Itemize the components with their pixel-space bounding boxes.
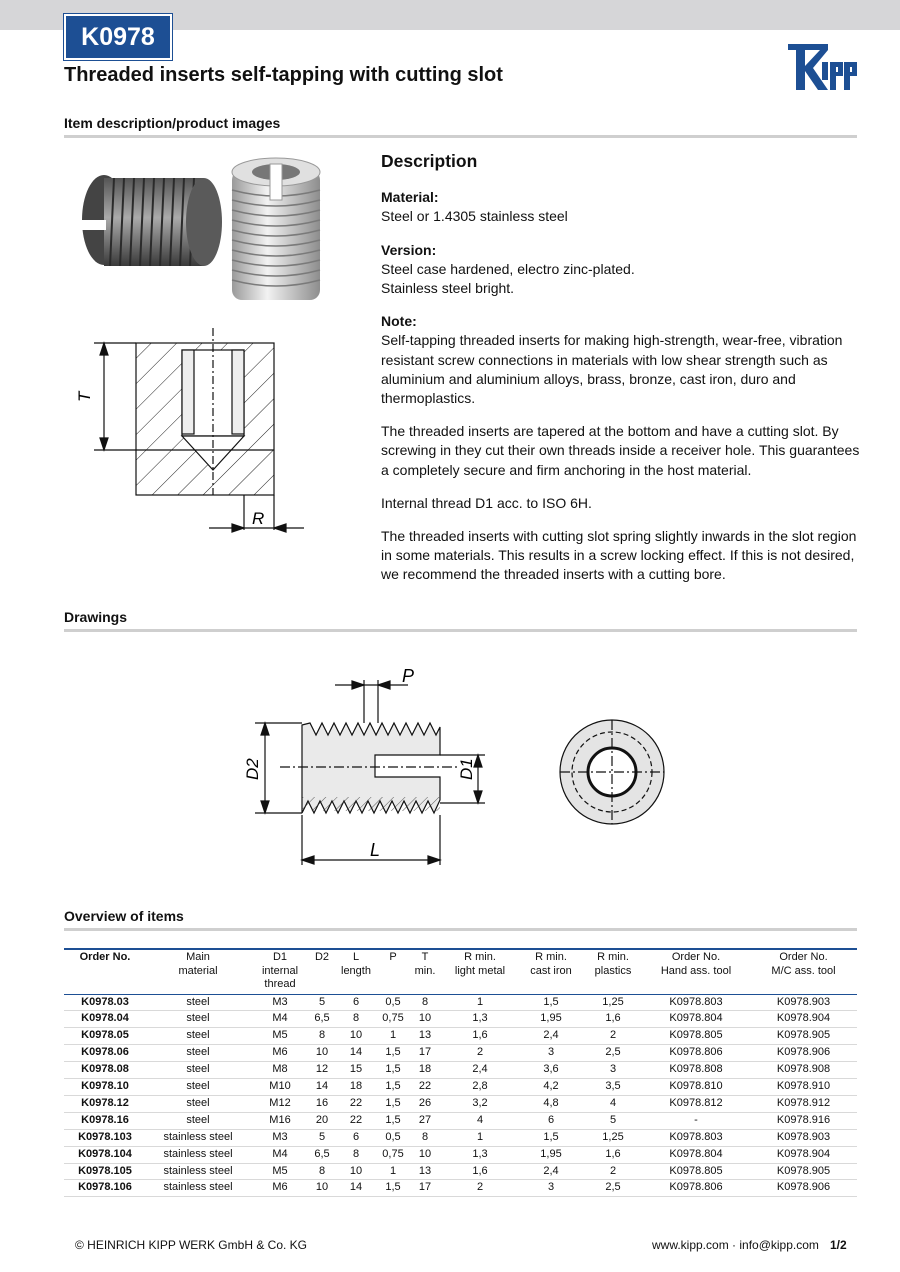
table-cell: stainless steel [146, 1163, 250, 1180]
table-cell: steel [146, 1112, 250, 1129]
table-cell: K0978.804 [642, 1146, 750, 1163]
table-cell: 4,2 [518, 1079, 584, 1096]
table-cell: 1,95 [518, 1146, 584, 1163]
table-cell: 4,8 [518, 1095, 584, 1112]
table-cell: 13 [408, 1163, 442, 1180]
table-cell: 8 [408, 994, 442, 1011]
table-cell: 0,75 [378, 1011, 408, 1028]
table-row [64, 1045, 857, 1062]
logo-text: Kipp [784, 38, 787, 39]
label-T: T [75, 391, 94, 402]
table-cell: 0,5 [378, 1129, 408, 1146]
table-cell: 1,5 [378, 1079, 408, 1096]
table-cell: stainless steel [146, 1146, 250, 1163]
table-cell: 1 [442, 994, 518, 1011]
table-cell: 1,6 [442, 1028, 518, 1045]
table-cell: K0978.805 [642, 1028, 750, 1045]
table-cell: 1,95 [518, 1011, 584, 1028]
table-cell: steel [146, 1028, 250, 1045]
table-cell: - [642, 1112, 750, 1129]
table-cell: 4 [442, 1112, 518, 1129]
table-cell: 3,5 [584, 1079, 642, 1096]
items-table [64, 948, 857, 1197]
description-heading: Description [381, 151, 478, 171]
table-cell: 14 [334, 1045, 378, 1062]
table-cell: K0978.916 [750, 1112, 857, 1129]
table-cell: 1,6 [584, 1146, 642, 1163]
table-cell: K0978.812 [642, 1095, 750, 1112]
label-R: R [252, 509, 265, 528]
table-cell: 8 [334, 1146, 378, 1163]
table-cell: 2 [584, 1163, 642, 1180]
table-cell: steel [146, 1045, 250, 1062]
table-cell: 22 [408, 1079, 442, 1096]
product-code: K0978 [64, 14, 172, 60]
table-cell: M5 [250, 1163, 310, 1180]
table-cell: steel [146, 1011, 250, 1028]
table-cell: M3 [250, 1129, 310, 1146]
version-line-2: Stainless steel bright. [381, 280, 515, 297]
table-cell: 6,5 [310, 1146, 334, 1163]
material-text: Steel or 1.4305 stainless steel [381, 208, 568, 225]
table-cell: K0978.806 [642, 1180, 750, 1197]
note-paragraph-2: The threaded inserts are tapered at the bottom and have a cutting slot. By screwing in they cut their own threads inside a receiver hole. This guarantees a completely secure and firm anchoring in the host material. [381, 423, 860, 478]
column-header: L length [334, 949, 378, 994]
table-cell: K0978.903 [750, 994, 857, 1011]
table-cell: 1,3 [442, 1146, 518, 1163]
table-row [64, 994, 857, 1011]
section-drawing [94, 328, 304, 532]
table-cell: 3,2 [442, 1095, 518, 1112]
material-label: Material: [381, 189, 439, 206]
table-cell: K0978.810 [642, 1079, 750, 1096]
table-cell: 1,5 [378, 1095, 408, 1112]
table-cell: 1,3 [442, 1011, 518, 1028]
table-cell: steel [146, 994, 250, 1011]
table-cell: 20 [310, 1112, 334, 1129]
table-cell: 10 [408, 1011, 442, 1028]
table-cell: 1,25 [584, 994, 642, 1011]
order-number-cell: K0978.12 [64, 1095, 146, 1112]
table-cell: 10 [408, 1146, 442, 1163]
table-cell: 2,5 [584, 1045, 642, 1062]
section-overview: Overview of items [64, 908, 184, 924]
table-row [64, 1079, 857, 1096]
table-cell: steel [146, 1095, 250, 1112]
table-cell: M6 [250, 1045, 310, 1062]
table-row [64, 1112, 857, 1129]
table-cell: 1,5 [378, 1062, 408, 1079]
table-cell: M8 [250, 1062, 310, 1079]
column-header: Order No. Hand ass. tool [642, 949, 750, 994]
section-item-description: Item description/product images [64, 115, 281, 131]
table-cell: M10 [250, 1079, 310, 1096]
table-cell: K0978.904 [750, 1011, 857, 1028]
table-cell: 2,4 [442, 1062, 518, 1079]
table-cell: 5 [584, 1112, 642, 1129]
table-cell: K0978.803 [642, 1129, 750, 1146]
stainless-insert-image [232, 158, 320, 300]
table-cell: 1,5 [378, 1180, 408, 1197]
table-cell: stainless steel [146, 1180, 250, 1197]
table-cell: 3,6 [518, 1062, 584, 1079]
table-cell: 1,5 [378, 1045, 408, 1062]
table-row [64, 1163, 857, 1180]
column-header: P [378, 949, 408, 994]
table-cell: 10 [310, 1045, 334, 1062]
section-rule [64, 629, 857, 632]
table-cell: 0,5 [378, 994, 408, 1011]
table-cell: 18 [334, 1079, 378, 1096]
table-cell: 8 [408, 1129, 442, 1146]
table-cell: 6 [518, 1112, 584, 1129]
table-cell: M4 [250, 1011, 310, 1028]
footer-page-number: 1/2 [830, 1238, 847, 1252]
table-cell: 4 [584, 1095, 642, 1112]
note-paragraph-1: Self-tapping threaded inserts for making high-strength, wear-free, vibration resistant screw connections in materials with low shear strength such as aluminium and aluminium alloys, brass, bronze, cast iron, duro and thermoplastics. [381, 332, 843, 407]
table-cell: K0978.910 [750, 1079, 857, 1096]
order-number-cell: K0978.10 [64, 1079, 146, 1096]
technical-drawing [230, 655, 680, 880]
table-cell: 6 [334, 1129, 378, 1146]
table-cell: 26 [408, 1095, 442, 1112]
table-cell: 10 [334, 1028, 378, 1045]
table-cell: 3 [518, 1180, 584, 1197]
table-cell: K0978.906 [750, 1045, 857, 1062]
table-cell: 8 [310, 1163, 334, 1180]
order-number-cell: K0978.104 [64, 1146, 146, 1163]
table-cell: K0978.808 [642, 1062, 750, 1079]
table-cell: K0978.803 [642, 994, 750, 1011]
table-cell: 18 [408, 1062, 442, 1079]
table-cell: K0978.905 [750, 1163, 857, 1180]
table-cell: 5 [310, 994, 334, 1011]
table-cell: M5 [250, 1028, 310, 1045]
column-header: Main material [146, 949, 250, 994]
table-cell: 6 [334, 994, 378, 1011]
table-cell: 0,75 [378, 1146, 408, 1163]
table-row [64, 1028, 857, 1045]
column-header: R min. cast iron [518, 949, 584, 994]
steel-insert-image [70, 175, 222, 266]
page-title: Threaded inserts self-tapping with cutting slot [64, 64, 503, 86]
table-cell: K0978.805 [642, 1163, 750, 1180]
note-paragraph-4: The threaded inserts with cutting slot spring slightly inwards in the slot region in some materials. This results in a screw locking effect. If this is not desired, we recommend the threaded inserts with a cutting bore. [381, 528, 857, 583]
table-cell: 2,4 [518, 1163, 584, 1180]
section-rule [64, 928, 857, 931]
note-label: Note: [381, 313, 417, 330]
table-cell: 5 [310, 1129, 334, 1146]
label-P: P [402, 666, 415, 686]
order-number-cell: K0978.03 [64, 994, 146, 1011]
table-cell: K0978.804 [642, 1011, 750, 1028]
footer-contact[interactable]: www.kipp.com · info@kipp.com [652, 1238, 819, 1252]
table-cell: 10 [310, 1180, 334, 1197]
table-cell: K0978.908 [750, 1062, 857, 1079]
table-cell: M6 [250, 1180, 310, 1197]
table-cell: 22 [334, 1095, 378, 1112]
table-cell: M12 [250, 1095, 310, 1112]
section-rule [64, 135, 857, 138]
table-row [64, 1180, 857, 1197]
table-cell: K0978.904 [750, 1146, 857, 1163]
table-cell: 6,5 [310, 1011, 334, 1028]
version-line-1: Steel case hardened, electro zinc-plated. [381, 260, 635, 277]
table-cell: 1,6 [442, 1163, 518, 1180]
table-cell: 1,5 [518, 1129, 584, 1146]
section-drawings: Drawings [64, 609, 128, 625]
column-header: T min. [408, 949, 442, 994]
table-cell: 27 [408, 1112, 442, 1129]
table-cell: 2,4 [518, 1028, 584, 1045]
table-cell: 2 [584, 1028, 642, 1045]
table-cell: 1 [378, 1163, 408, 1180]
table-cell: M16 [250, 1112, 310, 1129]
order-number-cell: K0978.04 [64, 1011, 146, 1028]
description-block [381, 152, 861, 599]
table-cell: K0978.912 [750, 1095, 857, 1112]
table-cell: steel [146, 1079, 250, 1096]
order-number-cell: K0978.106 [64, 1180, 146, 1197]
note-paragraph-3: Internal thread D1 acc. to ISO 6H. [381, 494, 592, 511]
table-cell: 16 [310, 1095, 334, 1112]
table-cell: stainless steel [146, 1129, 250, 1146]
column-header: Order No. [64, 949, 146, 994]
table-cell: 3 [518, 1045, 584, 1062]
table-cell: 8 [310, 1028, 334, 1045]
column-header: D2 [310, 949, 334, 994]
table-row [64, 1129, 857, 1146]
order-number-cell: K0978.08 [64, 1062, 146, 1079]
table-cell: 10 [334, 1163, 378, 1180]
table-cell: M4 [250, 1146, 310, 1163]
table-cell: M3 [250, 994, 310, 1011]
table-body [64, 994, 857, 1197]
table-cell: 2 [442, 1180, 518, 1197]
table-row [64, 1011, 857, 1028]
order-number-cell: K0978.105 [64, 1163, 146, 1180]
order-number-cell: K0978.16 [64, 1112, 146, 1129]
version-label: Version: [381, 241, 437, 258]
order-number-cell: K0978.06 [64, 1045, 146, 1062]
table-header-row [64, 949, 857, 994]
table-cell: 1,6 [584, 1011, 642, 1028]
table-cell: 14 [334, 1180, 378, 1197]
table-row [64, 1146, 857, 1163]
table-cell: 1,25 [584, 1129, 642, 1146]
table-cell: 17 [408, 1045, 442, 1062]
product-images [64, 150, 334, 560]
footer-copyright: © HEINRICH KIPP WERK GmbH & Co. KG [75, 1238, 307, 1252]
table-cell: 2 [442, 1045, 518, 1062]
table-cell: 8 [334, 1011, 378, 1028]
table-cell: 3 [584, 1062, 642, 1079]
table-cell: 1,5 [378, 1112, 408, 1129]
order-number-cell: K0978.103 [64, 1129, 146, 1146]
table-cell: 2,8 [442, 1079, 518, 1096]
table-cell: 13 [408, 1028, 442, 1045]
column-header: R min. light metal [442, 949, 518, 994]
table-cell: 1,5 [518, 994, 584, 1011]
table-cell: K0978.806 [642, 1045, 750, 1062]
table-cell: steel [146, 1062, 250, 1079]
table-cell: 2,5 [584, 1180, 642, 1197]
table-cell: K0978.906 [750, 1180, 857, 1197]
table-cell: 1 [378, 1028, 408, 1045]
kipp-logo [784, 38, 858, 92]
table-cell: K0978.903 [750, 1129, 857, 1146]
label-D2: D2 [243, 758, 262, 780]
table-cell: 22 [334, 1112, 378, 1129]
order-number-cell: K0978.05 [64, 1028, 146, 1045]
table-cell: 14 [310, 1079, 334, 1096]
label-D1: D1 [457, 758, 476, 780]
column-header: D1 internal thread [250, 949, 310, 994]
table-cell: K0978.905 [750, 1028, 857, 1045]
table-cell: 12 [310, 1062, 334, 1079]
column-header: Order No. M/C ass. tool [750, 949, 857, 994]
table-cell: 1 [442, 1129, 518, 1146]
table-cell: 17 [408, 1180, 442, 1197]
label-L: L [370, 840, 381, 860]
table-row [64, 1062, 857, 1079]
table-row [64, 1095, 857, 1112]
table-cell: 15 [334, 1062, 378, 1079]
column-header: R min. plastics [584, 949, 642, 994]
